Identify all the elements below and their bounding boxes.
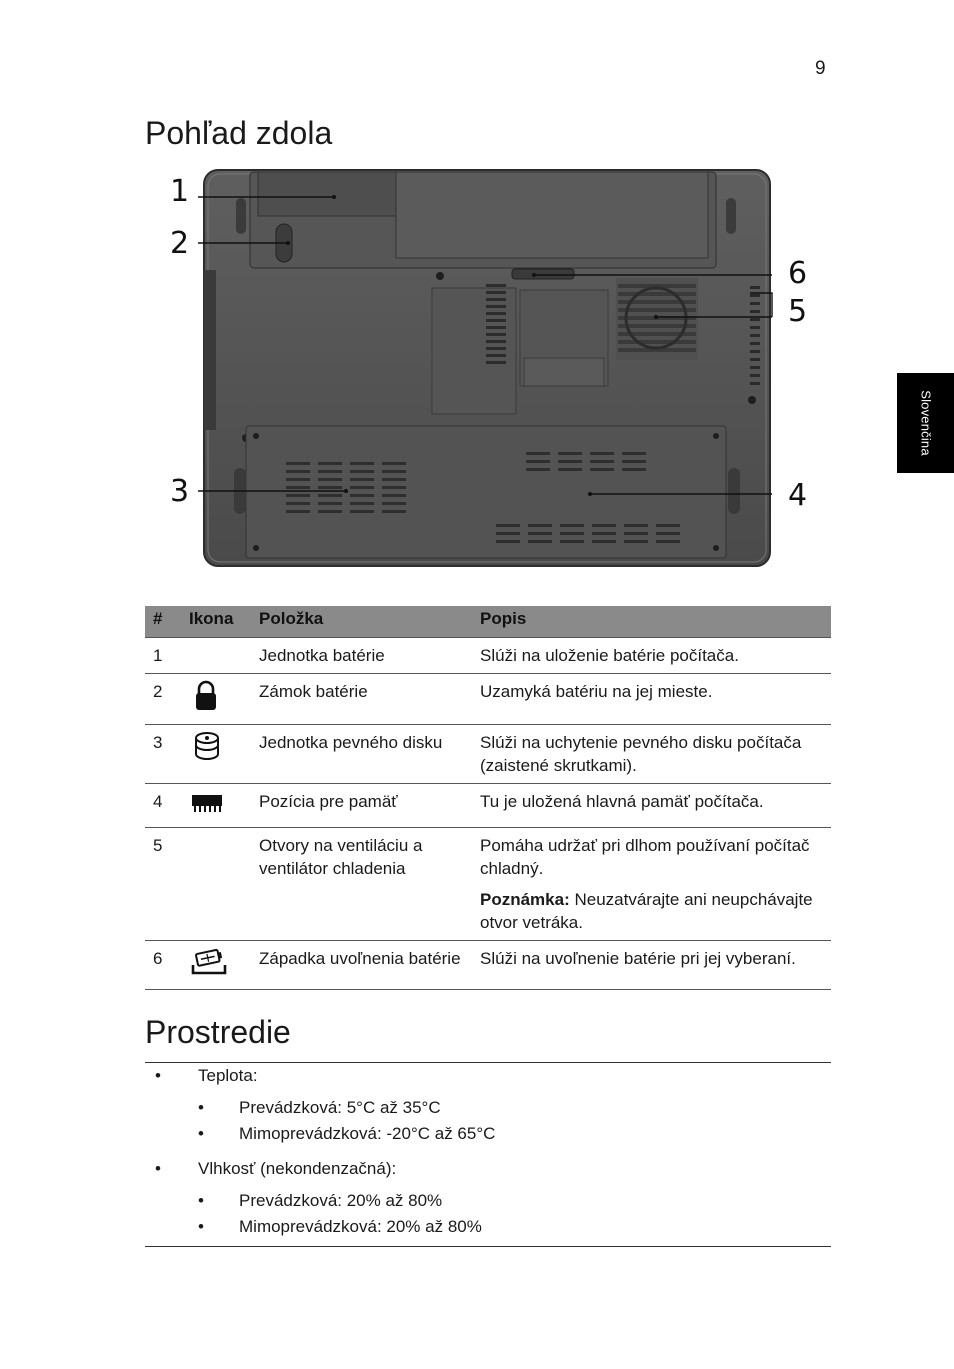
row-num: 2 — [145, 674, 181, 725]
row-icon — [181, 674, 251, 725]
list-item-temperature — [145, 1064, 831, 1147]
laptop-bottom-figure — [160, 160, 820, 580]
list-item-humidity — [145, 1157, 831, 1240]
table-row — [145, 828, 831, 941]
table-row — [145, 784, 831, 828]
row-icon — [181, 784, 251, 828]
callout-6: 6 — [788, 256, 808, 291]
battery-release-icon — [189, 947, 229, 977]
list-item: • Mimoprevádzková: -20°C až 65°C — [198, 1121, 831, 1147]
lock-icon — [193, 680, 219, 712]
row-num: 5 — [145, 828, 181, 941]
callout-4: 4 — [788, 478, 808, 513]
list-item: • Mimoprevádzková: 20% až 80% — [198, 1214, 831, 1240]
row-note — [480, 888, 823, 934]
table-row — [145, 638, 831, 674]
row-icon — [181, 638, 251, 674]
row-desc — [472, 828, 831, 941]
row-num: 4 — [145, 784, 181, 828]
callout-2: 2 — [170, 226, 190, 261]
page-number: 9 — [815, 58, 826, 79]
row-num: 3 — [145, 725, 181, 784]
row-icon — [181, 725, 251, 784]
row-item: Zámok batérie — [251, 674, 472, 725]
row-item: Jednotka batérie — [251, 638, 472, 674]
note-label: Poznámka: — [480, 890, 570, 909]
header-desc: Popis — [472, 606, 831, 638]
language-tab-label: Slovenčina — [918, 390, 933, 456]
row-item: Západka uvoľnenia batérie — [251, 941, 472, 990]
callout-1: 1 — [170, 174, 190, 209]
row-desc: Slúži na uchytenie pevného disku počítača (zaistené skrutkami). — [472, 725, 831, 784]
callout-5: 5 — [788, 294, 808, 329]
table-row — [145, 941, 831, 990]
table-header-row — [145, 606, 831, 638]
row-desc: Slúži na uvoľnenie batérie pri jej vyberaní. — [472, 941, 831, 990]
row-num: 6 — [145, 941, 181, 990]
note-text: Neuzatvárajte ani neupchávajte otvor vetráka. — [480, 890, 813, 932]
row-desc: Tu je uložená hlavná pamäť počítača. — [472, 784, 831, 828]
environment-list — [145, 1062, 831, 1247]
list-item-label: Vlhkosť (nekondenzačná): — [198, 1159, 397, 1178]
row-desc: Slúži na uloženie batérie počítača. — [472, 638, 831, 674]
table-row — [145, 674, 831, 725]
list-item: • Prevádzková: 5°C až 35°C — [198, 1095, 831, 1121]
section-title-bottom-view: Pohľad zdola — [145, 115, 333, 151]
row-num: 1 — [145, 638, 181, 674]
laptop-bottom-illustration — [160, 160, 820, 580]
list-item-label: Teplota: — [198, 1066, 258, 1085]
memory-module-icon — [191, 793, 223, 815]
row-desc: Uzamyká batériu na jej mieste. — [472, 674, 831, 725]
hard-disk-icon — [192, 731, 222, 763]
table-row — [145, 725, 831, 784]
section-title-environment: Prostredie — [145, 1014, 291, 1050]
row-item: Otvory na ventiláciu a ventilátor chladenia — [251, 828, 472, 941]
language-tab — [897, 373, 954, 473]
callout-3: 3 — [170, 474, 190, 509]
components-table — [145, 606, 831, 990]
row-icon — [181, 828, 251, 941]
row-icon — [181, 941, 251, 990]
row-item: Jednotka pevného disku — [251, 725, 472, 784]
list-item: • Prevádzková: 20% až 80% — [198, 1188, 831, 1214]
header-icon: Ikona — [181, 606, 251, 638]
header-item: Položka — [251, 606, 472, 638]
row-item: Pozícia pre pamäť — [251, 784, 472, 828]
row-desc-text: Pomáha udržať pri dlhom používaní počítač chladný. — [480, 836, 810, 878]
header-num: # — [145, 606, 181, 638]
